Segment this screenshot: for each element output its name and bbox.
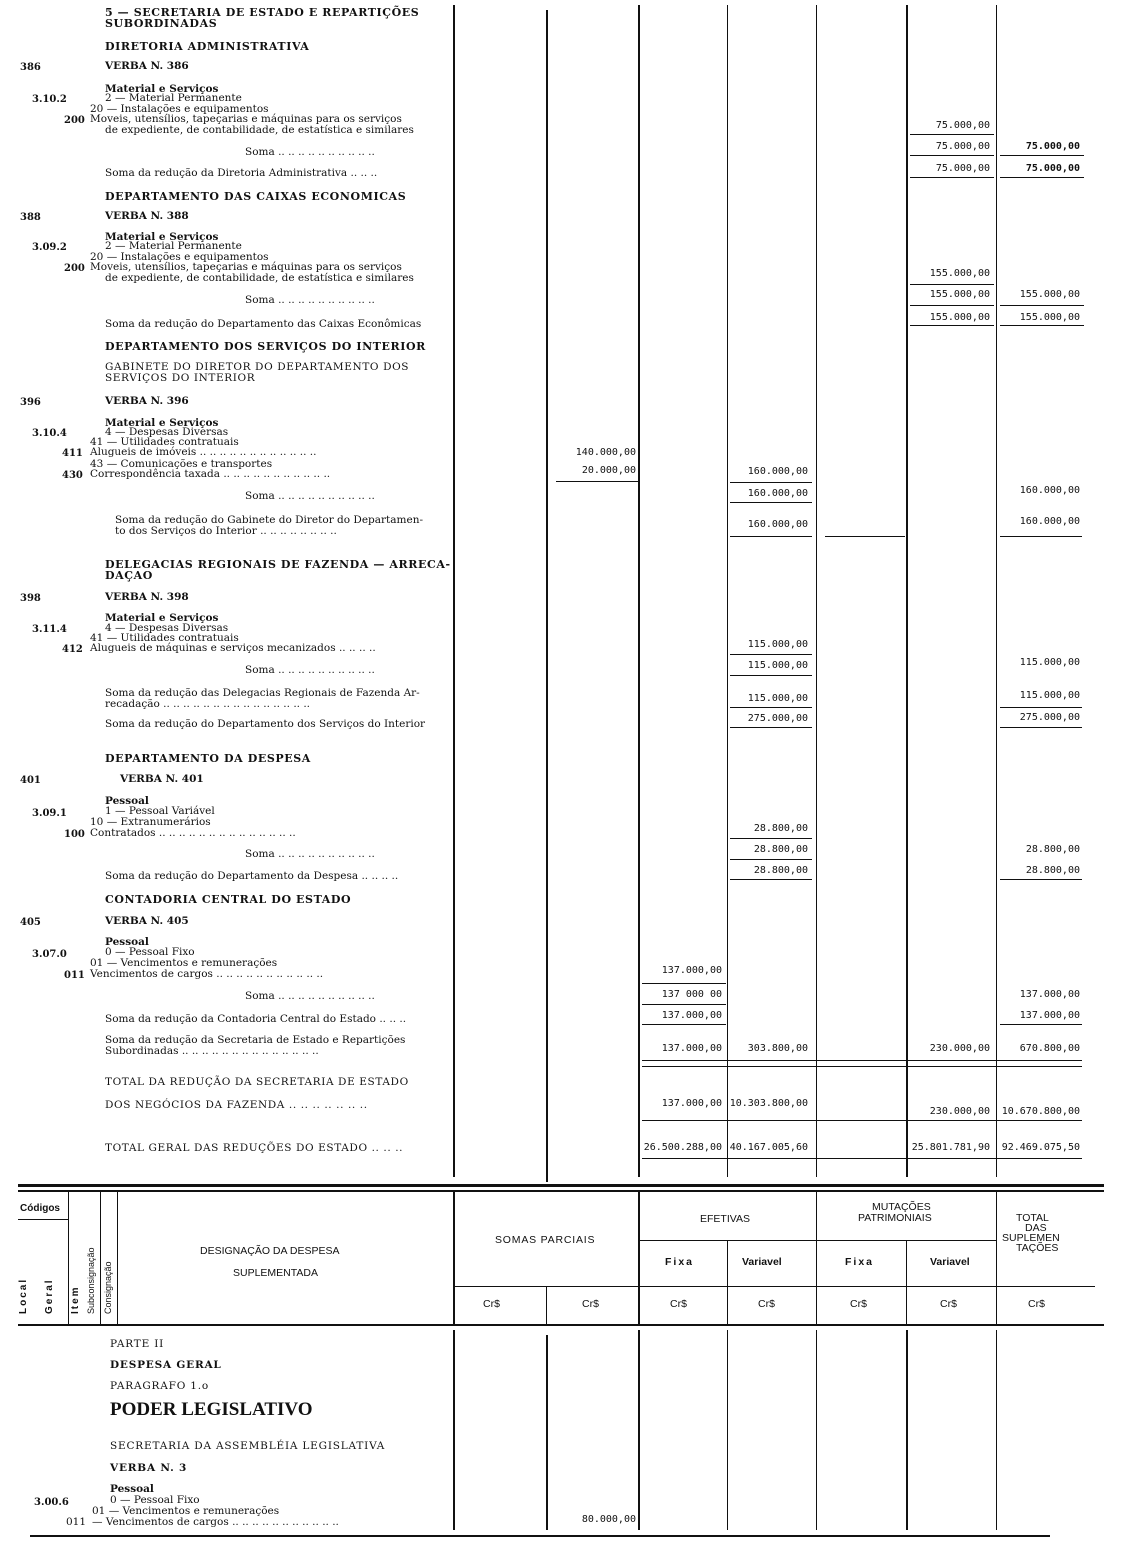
- line-text: 20 — Instalações e equipamentos: [90, 251, 269, 263]
- header-total-4: TAÇÕES: [1016, 1242, 1059, 1254]
- value-cell: 137.000,00: [661, 1043, 722, 1054]
- header-currency: Cr$: [582, 1298, 599, 1310]
- hdr-rule: [68, 1192, 69, 1324]
- heading: DEPARTAMENTO DOS SERVIÇOS DO INTERIOR: [105, 340, 426, 353]
- hdr-rule: [453, 1192, 455, 1324]
- rule: [825, 536, 905, 537]
- heading: DAÇAO: [105, 569, 153, 582]
- value-cell: 10.670.800,00: [1001, 1106, 1080, 1117]
- col-rule-fixa: [727, 5, 728, 1177]
- header-variavel-2: Variavel: [930, 1256, 970, 1268]
- col-rule-variavel: [816, 5, 817, 1177]
- value-cell: 160.000,00: [747, 519, 808, 530]
- code-item: 3.10.2: [32, 94, 67, 105]
- value-cell: 155.000,00: [929, 289, 990, 300]
- code-local: 405: [20, 917, 41, 928]
- header-mutacoes: MUTAÇÕES: [872, 1201, 931, 1213]
- code-item: 3.09.1: [32, 808, 67, 819]
- value-cell: 155.000,00: [929, 268, 990, 279]
- col-rule: [906, 1330, 908, 1530]
- category-label: Material e Serviços: [105, 231, 219, 243]
- rule: [910, 177, 994, 178]
- rule: [730, 675, 812, 676]
- col-rule: [816, 1330, 817, 1530]
- line-text: 41 — Utilidades contratuais: [90, 436, 239, 448]
- rule: [556, 481, 638, 482]
- header-subconsignacao: Subconsignação: [86, 1247, 96, 1314]
- header-efetivas: EFETIVAS: [700, 1213, 750, 1225]
- line-text: Moveis, utensílios, tapeçarias e máquinas para os serviços: [90, 113, 402, 125]
- value-cell: 137 000 00: [661, 989, 722, 1000]
- rule: [1000, 707, 1082, 708]
- page-bottom-rule: [30, 1535, 1050, 1537]
- rule: [730, 502, 812, 503]
- soma-label: Subordinadas .. .. .. .. .. .. .. .. .. .. .. .. .. ..: [105, 1045, 319, 1057]
- col-rule-somas-mid: [546, 10, 548, 1182]
- line-text: 20 — Instalações e equipamentos: [90, 103, 269, 115]
- value-cell: 275.000,00: [747, 713, 808, 724]
- soma-label: Soma da redução da Contadoria Central do Estado .. .. ..: [105, 1013, 407, 1025]
- value-cell: 10.303.800,00: [729, 1098, 808, 1109]
- rule: [1000, 325, 1084, 326]
- value-cell: 115.000,00: [747, 693, 808, 704]
- value-cell: 137.000,00: [1019, 1010, 1080, 1021]
- soma-label: Soma da redução das Delegacias Regionais de Fazenda Ar-: [105, 687, 420, 699]
- col-rule-somas: [638, 5, 640, 1177]
- category-label: Pessoal: [110, 1483, 154, 1495]
- soma-label: Soma .. .. .. .. .. .. .. .. .. ..: [245, 848, 375, 860]
- header-geral: Geral: [44, 1278, 55, 1314]
- value-cell: 28.800,00: [753, 844, 808, 855]
- rule: [730, 707, 812, 708]
- verba-label: VERBA N. 388: [105, 210, 189, 222]
- value-cell: 275.000,00: [1019, 712, 1080, 723]
- value-cell: 137.000,00: [661, 1098, 722, 1109]
- hdr-rule: [906, 1240, 907, 1324]
- code-local: 386: [20, 62, 41, 73]
- hdr-rule: [640, 1240, 816, 1241]
- hdr-rule: [816, 1192, 817, 1324]
- rule: [730, 482, 812, 483]
- rule: [730, 838, 812, 839]
- header-variavel: Variavel: [742, 1256, 782, 1268]
- value-cell: 137.000,00: [661, 965, 722, 976]
- value-cell: 28.800,00: [1025, 865, 1080, 876]
- header-top-rule: [18, 1184, 1104, 1187]
- value-cell: 115.000,00: [747, 639, 808, 650]
- line-text: Contratados .. .. .. .. .. .. .. .. .. .. .. .. .. ..: [90, 827, 296, 839]
- header-designacao-2: SUPLEMENTADA: [233, 1267, 318, 1279]
- value-cell: 75.000,00: [935, 163, 990, 174]
- header-somas-parciais: SOMAS PARCIAIS: [495, 1234, 596, 1246]
- header-currency: Cr$: [850, 1298, 867, 1310]
- code-item: 3.00.6: [34, 1497, 69, 1508]
- value-cell: 670.800,00: [1019, 1043, 1080, 1054]
- soma-label: to dos Serviços do Interior .. .. .. .. .. .. .. ..: [115, 525, 337, 537]
- hdr-rule: [546, 1286, 547, 1324]
- code-sub: 411: [62, 448, 83, 459]
- value-cell: 137.000,00: [1019, 989, 1080, 1000]
- rule: [1000, 305, 1084, 306]
- header-currency: Cr$: [670, 1298, 687, 1310]
- value-cell: 303.800,00: [747, 1043, 808, 1054]
- line-text: Alugueis de máquinas e serviços mecanizados .. .. .. ..: [90, 642, 376, 654]
- verba-label: VERBA N. 398: [105, 591, 189, 603]
- header-designacao: DESIGNAÇÃO DA DESPESA: [200, 1245, 340, 1257]
- code-sub: 100: [64, 829, 85, 840]
- rule: [1000, 879, 1082, 880]
- soma-label: Soma da redução do Departamento dos Serviços do Interior: [105, 718, 426, 730]
- value-cell: 25.801.781,90: [911, 1142, 990, 1153]
- category-label: Material e Serviços: [105, 612, 219, 624]
- hdr-rule: [638, 1192, 640, 1324]
- rule: [910, 305, 994, 306]
- hdr-rule: [117, 1192, 118, 1324]
- verba-label: VERBA N. 3: [110, 1462, 188, 1474]
- sub-heading: SERVIÇOS DO INTERIOR: [105, 372, 256, 384]
- header-total-3: SUPLEMEN: [1002, 1232, 1060, 1244]
- total-label: TOTAL GERAL DAS REDUÇÕES DO ESTADO .. .. ..: [105, 1142, 404, 1154]
- value-cell: 115.000,00: [747, 660, 808, 671]
- rule: [730, 536, 812, 537]
- rule: [642, 1158, 1082, 1159]
- line-text: 10 — Extranumerários: [90, 816, 211, 828]
- total-label: DOS NEGÓCIOS DA FAZENDA .. .. .. .. .. .. ..: [105, 1099, 368, 1111]
- hdr-rule: [455, 1286, 1095, 1287]
- soma-label: Soma .. .. .. .. .. .. .. .. .. ..: [245, 490, 375, 502]
- verba-label: VERBA N. 401: [120, 773, 204, 785]
- value-cell: 155.000,00: [1019, 312, 1080, 323]
- total-label: TOTAL DA REDUÇÃO DA SECRETARIA DE ESTADO: [105, 1076, 409, 1088]
- col-rule: [546, 1335, 548, 1530]
- soma-label: Soma .. .. .. .. .. .. .. .. .. ..: [245, 146, 375, 158]
- heading: DELEGACIAS REGIONAIS DE FAZENDA — ARRECA-: [105, 558, 451, 571]
- line-text: Vencimentos de cargos .. .. .. .. .. .. .. .. .. .. ..: [90, 968, 324, 980]
- heading: DEPARTAMENTO DA DESPESA: [105, 752, 311, 765]
- header-currency: Cr$: [483, 1298, 500, 1310]
- value-cell: 75.000,00: [935, 141, 990, 152]
- code-sub: 011: [66, 1516, 87, 1528]
- value-cell: 160.000,00: [747, 466, 808, 477]
- value-cell: 155.000,00: [929, 312, 990, 323]
- value-cell: 28.800,00: [753, 823, 808, 834]
- soma-label: Soma da redução da Secretaria de Estado e Repartições: [105, 1034, 406, 1046]
- rule: [642, 1060, 1082, 1061]
- heading: CONTADORIA CENTRAL DO ESTADO: [105, 893, 352, 906]
- line-text: 2 — Material Permanente: [105, 240, 242, 252]
- category-label: Material e Serviços: [105, 83, 219, 95]
- heading: DESPESA GERAL: [110, 1359, 222, 1371]
- header-local: Local: [18, 1277, 29, 1314]
- code-sub: 412: [62, 644, 83, 655]
- code-sub: 430: [62, 470, 83, 481]
- verba-label: VERBA N. 396: [105, 395, 189, 407]
- rule: [642, 1024, 726, 1025]
- code-sub: 200: [64, 115, 85, 126]
- line-text: de expediente, de contabilidade, de estatística e similares: [105, 124, 414, 136]
- value-cell: 160.000,00: [1019, 485, 1080, 496]
- rule: [642, 983, 726, 984]
- code-item: 3.07.0: [32, 949, 67, 960]
- section-title: 5 — SECRETARIA DE ESTADO E REPARTIÇÕES: [105, 6, 420, 19]
- rule: [910, 155, 994, 156]
- heading: DEPARTAMENTO DAS CAIXAS ECONOMICAS: [105, 190, 407, 203]
- value-cell: 75.000,00: [1025, 141, 1080, 152]
- rule: [910, 284, 994, 285]
- heading: DIRETORIA ADMINISTRATIVA: [105, 40, 310, 53]
- code-sub: 011: [64, 970, 85, 981]
- line-text: 01 — Vencimentos e remunerações: [92, 1505, 280, 1517]
- col-rule: [453, 1330, 455, 1530]
- value-cell: 40.167.005,60: [729, 1142, 808, 1153]
- value-cell: 26.500.288,00: [643, 1142, 722, 1153]
- line-text: — Vencimentos de cargos .. .. .. .. .. .. .. .. .. .. ..: [92, 1516, 339, 1528]
- col-rule-desc: [453, 5, 455, 1177]
- rule: [1000, 177, 1084, 178]
- hdr-rule: [18, 1219, 68, 1220]
- rule: [730, 859, 812, 860]
- value-cell: 75.000,00: [1025, 163, 1080, 174]
- soma-label: Soma da redução do Gabinete do Diretor do Departamen-: [115, 514, 424, 526]
- col-rule: [727, 1330, 728, 1530]
- rule: [1000, 1024, 1082, 1025]
- line-text: 2 — Material Permanente: [105, 92, 242, 104]
- rule: [730, 654, 812, 655]
- rule: [910, 134, 994, 135]
- header-codigos: Códigos: [20, 1203, 60, 1214]
- header-currency: Cr$: [940, 1298, 957, 1310]
- line-text: 01 — Vencimentos e remunerações: [90, 957, 278, 969]
- category-label: Pessoal: [105, 795, 149, 807]
- value-cell: 115.000,00: [1019, 657, 1080, 668]
- value-cell: 28.800,00: [753, 865, 808, 876]
- code-item: 3.10.4: [32, 428, 67, 439]
- section-title-cont: SUBORDINADAS: [105, 17, 218, 30]
- code-item: 3.09.2: [32, 242, 67, 253]
- value-cell: 155.000,00: [1019, 289, 1080, 300]
- paragraph-label: PARAGRAFO 1.o: [110, 1380, 210, 1392]
- value-cell: 20.000,00: [581, 465, 636, 476]
- hdr-rule: [816, 1240, 996, 1241]
- soma-label: Soma da redução do Departamento das Caixas Econômicas: [105, 318, 422, 330]
- rule: [1000, 155, 1084, 156]
- line-text: 0 — Pessoal Fixo: [110, 1494, 200, 1506]
- value-cell: 137.000,00: [661, 1010, 722, 1021]
- value-cell: 160.000,00: [1019, 516, 1080, 527]
- heading: SECRETARIA DA ASSEMBLÉIA LEGISLATIVA: [110, 1440, 386, 1452]
- line-text: Correspondência taxada .. .. .. .. .. .. .. .. .. .. ..: [90, 468, 331, 480]
- verba-label: VERBA N. 386: [105, 60, 189, 72]
- header-fixa-2: Fixa: [845, 1256, 875, 1268]
- header-fixa: Fixa: [665, 1256, 695, 1268]
- line-text: Moveis, utensílios, tapeçarias e máquinas para os serviços: [90, 261, 402, 273]
- header-currency: Cr$: [758, 1298, 775, 1310]
- header-bottom-rule: [18, 1324, 1104, 1326]
- value-cell: 75.000,00: [935, 120, 990, 131]
- soma-label: Soma .. .. .. .. .. .. .. .. .. ..: [245, 990, 375, 1002]
- value-cell: 140.000,00: [575, 447, 636, 458]
- soma-label: Soma da redução da Diretoria Administrativa .. .. ..: [105, 167, 378, 179]
- rule: [642, 1004, 726, 1005]
- category-label: Material e Serviços: [105, 417, 219, 429]
- rule: [1000, 536, 1082, 537]
- hdr-rule: [100, 1192, 101, 1324]
- code-local: 388: [20, 212, 41, 223]
- col-rule: [638, 1330, 640, 1530]
- code-item: 3.11.4: [32, 624, 67, 635]
- col-rule-mut-var: [996, 5, 997, 1177]
- code-sub: 200: [64, 263, 85, 274]
- value-cell: 92.469.075,50: [1001, 1142, 1080, 1153]
- soma-label: Soma .. .. .. .. .. .. .. .. .. ..: [245, 294, 375, 306]
- code-local: 401: [20, 775, 41, 786]
- rule: [642, 1120, 1082, 1121]
- value-cell: 230.000,00: [929, 1106, 990, 1117]
- code-local: 396: [20, 397, 41, 408]
- header-total-2: DAS: [1025, 1222, 1047, 1234]
- line-text: de expediente, de contabilidade, de estatística e similares: [105, 272, 414, 284]
- header-total: TOTAL: [1016, 1212, 1049, 1224]
- category-label: Pessoal: [105, 936, 149, 948]
- soma-label: Soma da redução do Departamento da Despesa .. .. .. ..: [105, 870, 399, 882]
- line-text: 4 — Despesas Diversas: [105, 622, 229, 634]
- line-text: 41 — Utilidades contratuais: [90, 632, 239, 644]
- value-cell: 80.000,00: [581, 1514, 636, 1525]
- line-text: 0 — Pessoal Fixo: [105, 946, 195, 958]
- header-item: Item: [70, 1285, 81, 1314]
- col-rule: [996, 1330, 997, 1530]
- part-label: PARTE II: [110, 1338, 165, 1350]
- line-text: 1 — Pessoal Variável: [105, 805, 215, 817]
- header-consignacao: Consignação: [103, 1261, 113, 1314]
- line-text: 43 — Comunicações e transportes: [90, 458, 273, 470]
- hdr-rule: [996, 1192, 997, 1324]
- value-cell: 160.000,00: [747, 488, 808, 499]
- soma-label: Soma .. .. .. .. .. .. .. .. .. ..: [245, 664, 375, 676]
- line-text: Alugueis de imóveis .. .. .. .. .. .. .. .. .. .. .. ..: [90, 446, 317, 458]
- rule: [642, 1066, 1082, 1067]
- header-top-rule-2: [18, 1190, 1104, 1192]
- rule: [910, 325, 994, 326]
- code-local: 398: [20, 593, 41, 604]
- header-currency: Cr$: [1028, 1298, 1045, 1310]
- value-cell: 230.000,00: [929, 1043, 990, 1054]
- main-title: PODER LEGISLATIVO: [110, 1399, 313, 1420]
- value-cell: 115.000,00: [1019, 690, 1080, 701]
- rule: [1000, 727, 1082, 728]
- hdr-rule: [727, 1240, 728, 1324]
- header-mutacoes-2: PATRIMONIAIS: [858, 1212, 932, 1224]
- rule: [730, 727, 812, 728]
- sub-heading: GABINETE DO DIRETOR DO DEPARTAMENTO DOS: [105, 361, 410, 373]
- verba-label: VERBA N. 405: [105, 915, 189, 927]
- soma-label: recadação .. .. .. .. .. .. .. .. .. .. .. .. .. .. ..: [105, 698, 311, 710]
- col-rule-mut-fixa: [906, 5, 908, 1177]
- value-cell: 28.800,00: [1025, 844, 1080, 855]
- rule: [730, 879, 812, 880]
- line-text: 4 — Despesas Diversas: [105, 426, 229, 438]
